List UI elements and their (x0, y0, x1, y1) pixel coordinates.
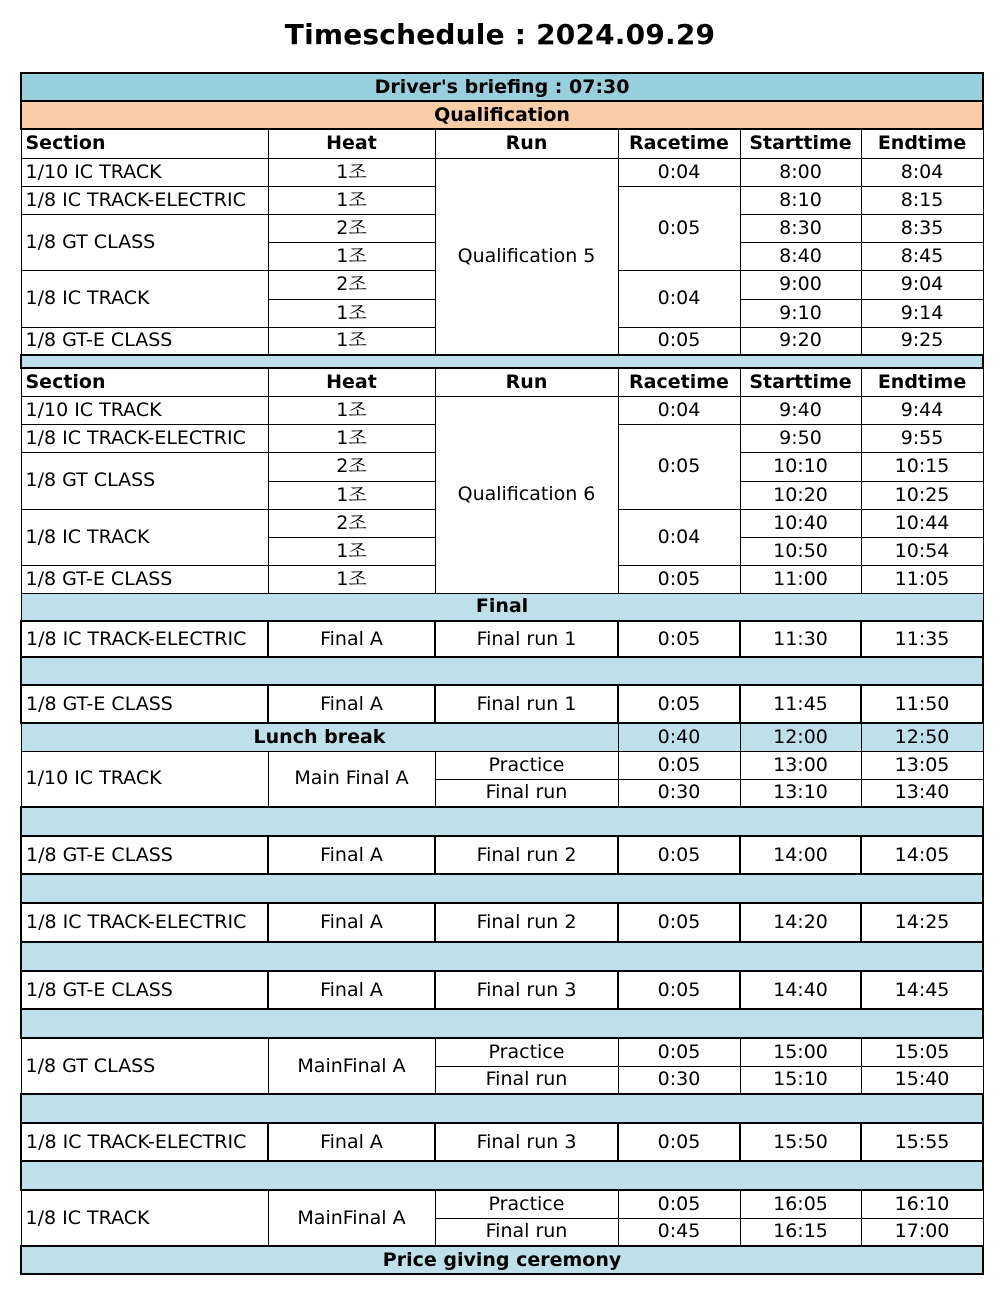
spacer-cell (21, 1094, 983, 1123)
heat-cell: 1조 (268, 186, 435, 214)
section-cell: 1/8 IC TRACK-ELECTRIC (21, 424, 268, 452)
racetime-cell: 0:04 (618, 270, 740, 327)
endtime-cell: 9:14 (861, 299, 983, 327)
spacer-row (21, 1009, 983, 1038)
starttime-cell: 8:40 (740, 242, 861, 270)
header-endtime: Endtime (861, 129, 983, 158)
run-cell: Final run (435, 1066, 618, 1094)
starttime-cell: 8:30 (740, 214, 861, 242)
heat-cell: Main Final A (268, 751, 435, 807)
starttime-cell: 14:40 (740, 971, 861, 1009)
starttime-cell: 10:10 (740, 452, 861, 481)
table-row (21, 396, 983, 424)
section-cell: 1/8 IC TRACK-ELECTRIC (21, 1123, 268, 1161)
endtime-cell: 16:10 (861, 1190, 983, 1218)
page-title: Timeschedule : 2024.09.29 (284, 18, 716, 51)
endtime-cell: 11:05 (861, 565, 983, 593)
section-cell: 1/10 IC TRACK (21, 751, 268, 807)
spacer-row (21, 807, 983, 836)
header-racetime: Racetime (618, 129, 740, 158)
heat-cell: MainFinal A (268, 1190, 435, 1246)
heat-cell: 1조 (268, 481, 435, 509)
run-cell: Practice (435, 1038, 618, 1066)
racetime-cell: 0:05 (618, 621, 740, 657)
briefing-text: Driver's briefing : 07:30 (21, 73, 983, 101)
run-cell: Final run 3 (435, 1123, 618, 1161)
starttime-cell: 10:20 (740, 481, 861, 509)
header-run: Run (435, 368, 618, 396)
heat-cell: 1조 (268, 327, 435, 355)
spacer-row (21, 1094, 983, 1123)
heat-cell: Final A (268, 903, 435, 942)
table-row (21, 903, 983, 942)
racetime-cell: 0:04 (618, 509, 740, 565)
endtime-cell: 9:25 (861, 327, 983, 355)
section-cell: 1/8 IC TRACK (21, 270, 268, 327)
racetime-cell: 0:05 (618, 1123, 740, 1161)
final-label: Final (21, 593, 983, 621)
heat-cell: 2조 (268, 214, 435, 242)
run-cell: Final run (435, 779, 618, 807)
starttime-cell: 14:20 (740, 903, 861, 942)
spacer-row (21, 657, 983, 685)
endtime-cell: 9:04 (861, 270, 983, 299)
spacer-cell (21, 355, 983, 368)
section-cell: 1/8 GT CLASS (21, 214, 268, 270)
spacer-cell (21, 942, 983, 971)
table-row (21, 1123, 983, 1161)
spacer-cell (21, 807, 983, 836)
run-cell: Final run 3 (435, 971, 618, 1009)
ceremony-label: Price giving ceremony (21, 1246, 983, 1274)
header-heat: Heat (268, 129, 435, 158)
spacer-cell (21, 1009, 983, 1038)
racetime-cell: 0:05 (618, 424, 740, 509)
racetime-cell: 0:05 (618, 186, 740, 270)
starttime-cell: 11:30 (740, 621, 861, 657)
section-cell: 1/8 GT-E CLASS (21, 971, 268, 1009)
ceremony-row (21, 1246, 983, 1274)
section-cell: 1/8 GT-E CLASS (21, 836, 268, 874)
starttime-cell: 10:40 (740, 509, 861, 537)
racetime-cell: 0:05 (618, 903, 740, 942)
endtime-cell: 12:50 (861, 723, 983, 751)
heat-cell: 1조 (268, 299, 435, 327)
section-cell: 1/8 IC TRACK (21, 1190, 268, 1246)
endtime-cell: 10:54 (861, 537, 983, 565)
header-racetime: Racetime (618, 368, 740, 396)
starttime-cell: 9:20 (740, 327, 861, 355)
table-row (21, 1190, 983, 1218)
racetime-cell: 0:05 (618, 1038, 740, 1066)
starttime-cell: 8:10 (740, 186, 861, 214)
section-cell: 1/10 IC TRACK (21, 396, 268, 424)
section-cell: 1/8 IC TRACK (21, 509, 268, 565)
starttime-cell: 9:00 (740, 270, 861, 299)
heat-cell: 1조 (268, 396, 435, 424)
endtime-cell: 14:45 (861, 971, 983, 1009)
endtime-cell: 10:25 (861, 481, 983, 509)
spacer-row (21, 874, 983, 903)
starttime-cell: 15:50 (740, 1123, 861, 1161)
header-starttime: Starttime (740, 129, 861, 158)
section-cell: 1/8 GT-E CLASS (21, 327, 268, 355)
racetime-cell: 0:05 (618, 971, 740, 1009)
heat-cell: 2조 (268, 509, 435, 537)
table-row (21, 621, 983, 657)
final-row (21, 593, 983, 621)
starttime-cell: 16:05 (740, 1190, 861, 1218)
heat-cell: 1조 (268, 242, 435, 270)
section-cell: 1/8 IC TRACK-ELECTRIC (21, 186, 268, 214)
endtime-cell: 8:04 (861, 158, 983, 186)
header-starttime: Starttime (740, 368, 861, 396)
header-row (21, 129, 983, 158)
heat-cell: Final A (268, 685, 435, 723)
heat-cell: Final A (268, 971, 435, 1009)
racetime-cell: 0:05 (618, 836, 740, 874)
table-row (21, 971, 983, 1009)
starttime-cell: 11:00 (740, 565, 861, 593)
starttime-cell: 15:00 (740, 1038, 861, 1066)
section-cell: 1/8 IC TRACK-ELECTRIC (21, 621, 268, 657)
racetime-cell: 0:05 (618, 751, 740, 779)
header-heat: Heat (268, 368, 435, 396)
run-cell: Qualification 6 (435, 396, 618, 593)
starttime-cell: 9:10 (740, 299, 861, 327)
heat-cell: 1조 (268, 565, 435, 593)
endtime-cell: 17:00 (861, 1218, 983, 1246)
starttime-cell: 13:10 (740, 779, 861, 807)
table-row (21, 685, 983, 723)
section-cell: 1/8 GT-E CLASS (21, 685, 268, 723)
heat-cell: 1조 (268, 158, 435, 186)
endtime-cell: 13:40 (861, 779, 983, 807)
heat-cell: 1조 (268, 537, 435, 565)
endtime-cell: 8:35 (861, 214, 983, 242)
run-cell: Qualification 5 (435, 158, 618, 355)
endtime-cell: 9:44 (861, 396, 983, 424)
header-section: Section (21, 129, 268, 158)
header-endtime: Endtime (861, 368, 983, 396)
starttime-cell: 12:00 (740, 723, 861, 751)
briefing-row (21, 73, 983, 101)
starttime-cell: 16:15 (740, 1218, 861, 1246)
lunch-row (21, 723, 983, 751)
endtime-cell: 13:05 (861, 751, 983, 779)
starttime-cell: 9:40 (740, 396, 861, 424)
racetime-cell: 0:04 (618, 158, 740, 186)
table-row (21, 751, 983, 779)
racetime-cell: 0:04 (618, 396, 740, 424)
run-cell: Practice (435, 751, 618, 779)
starttime-cell: 13:00 (740, 751, 861, 779)
section-cell: 1/8 GT CLASS (21, 452, 268, 509)
racetime-cell: 0:40 (618, 723, 740, 751)
endtime-cell: 11:35 (861, 621, 983, 657)
run-cell: Final run 2 (435, 903, 618, 942)
racetime-cell: 0:05 (618, 1190, 740, 1218)
lunch-label: Lunch break (21, 723, 618, 751)
table-row (21, 158, 983, 186)
spacer-cell (21, 874, 983, 903)
racetime-cell: 0:30 (618, 779, 740, 807)
starttime-cell: 10:50 (740, 537, 861, 565)
spacer-cell (21, 657, 983, 685)
run-cell: Final run 1 (435, 685, 618, 723)
endtime-cell: 15:40 (861, 1066, 983, 1094)
qualification-label: Qualification (21, 101, 983, 129)
heat-cell: Final A (268, 836, 435, 874)
table-row (21, 1038, 983, 1066)
header-run: Run (435, 129, 618, 158)
endtime-cell: 9:55 (861, 424, 983, 452)
spacer-cell (21, 1161, 983, 1190)
section-cell: 1/10 IC TRACK (21, 158, 268, 186)
endtime-cell: 15:55 (861, 1123, 983, 1161)
starttime-cell: 14:00 (740, 836, 861, 874)
header-row (21, 368, 983, 396)
racetime-cell: 0:05 (618, 565, 740, 593)
endtime-cell: 10:44 (861, 509, 983, 537)
endtime-cell: 8:45 (861, 242, 983, 270)
starttime-cell: 8:00 (740, 158, 861, 186)
schedule-table (20, 72, 984, 1275)
section-cell: 1/8 GT-E CLASS (21, 565, 268, 593)
starttime-cell: 9:50 (740, 424, 861, 452)
racetime-cell: 0:45 (618, 1218, 740, 1246)
table-row (21, 836, 983, 874)
racetime-cell: 0:30 (618, 1066, 740, 1094)
heat-cell: 1조 (268, 424, 435, 452)
spacer-row (21, 942, 983, 971)
run-cell: Practice (435, 1190, 618, 1218)
run-cell: Final run 1 (435, 621, 618, 657)
section-cell: 1/8 IC TRACK-ELECTRIC (21, 903, 268, 942)
run-cell: Final run 2 (435, 836, 618, 874)
racetime-cell: 0:05 (618, 685, 740, 723)
heat-cell: MainFinal A (268, 1038, 435, 1094)
spacer-row (21, 1161, 983, 1190)
qualification-row (21, 101, 983, 129)
endtime-cell: 14:05 (861, 836, 983, 874)
endtime-cell: 8:15 (861, 186, 983, 214)
endtime-cell: 14:25 (861, 903, 983, 942)
racetime-cell: 0:05 (618, 327, 740, 355)
starttime-cell: 11:45 (740, 685, 861, 723)
header-section: Section (21, 368, 268, 396)
endtime-cell: 11:50 (861, 685, 983, 723)
endtime-cell: 15:05 (861, 1038, 983, 1066)
section-cell: 1/8 GT CLASS (21, 1038, 268, 1094)
heat-cell: Final A (268, 621, 435, 657)
heat-cell: 2조 (268, 452, 435, 481)
spacer-row (21, 355, 983, 368)
endtime-cell: 10:15 (861, 452, 983, 481)
run-cell: Final run (435, 1218, 618, 1246)
heat-cell: Final A (268, 1123, 435, 1161)
heat-cell: 2조 (268, 270, 435, 299)
starttime-cell: 15:10 (740, 1066, 861, 1094)
